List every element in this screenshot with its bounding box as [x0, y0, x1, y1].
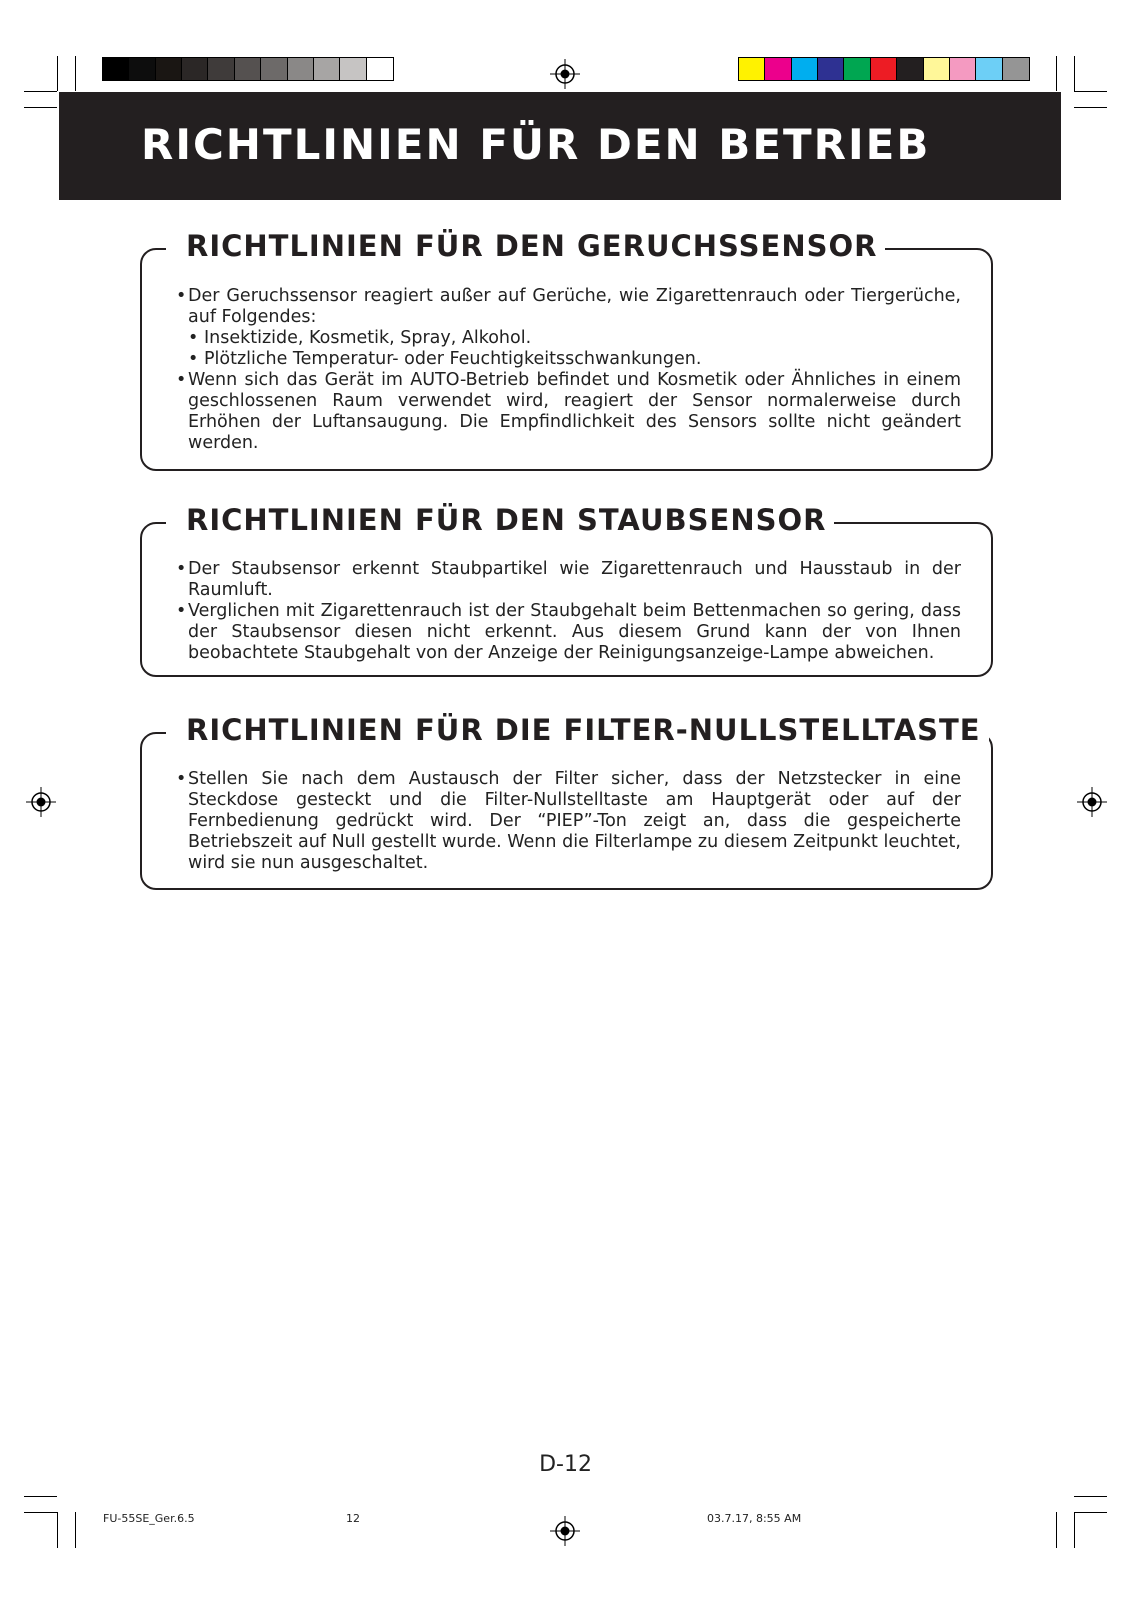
gray-color-bar — [102, 57, 394, 81]
section-body — [176, 769, 961, 874]
section-title: RICHTLINIEN FÜR DEN GERUCHSSENSOR — [166, 224, 885, 268]
page-title: RICHTLINIEN FÜR DEN BETRIEB — [141, 120, 931, 169]
sub-list-item: • Plötzliche Temperatur- oder Feuchtigkeitsschwankungen. — [188, 349, 702, 369]
color-swatch — [924, 58, 950, 80]
color-swatch — [950, 58, 976, 80]
footer-page: 12 — [346, 1512, 360, 1525]
list-item: • Verglichen mit Zigarettenrauch ist der Staubgehalt beim Bettenmachen so gering, dass der Staubsensor diesen nicht erkennt. Aus diesem Grund kann der von Ihnen beobachtete Staubgehalt von der Anzeige der Reinigungsanzeige-Lampe abweichen. — [176, 601, 961, 663]
color-swatch — [976, 58, 1002, 80]
color-swatch — [129, 58, 155, 80]
color-swatch — [314, 58, 340, 80]
color-swatch — [818, 58, 844, 80]
section-body — [176, 286, 961, 454]
footer-file-name: FU-55SE_Ger.6.5 — [103, 1512, 195, 1525]
color-swatch — [103, 58, 129, 80]
color-swatch — [208, 58, 234, 80]
color-swatch — [182, 58, 208, 80]
color-swatch — [844, 58, 870, 80]
color-swatch — [765, 58, 791, 80]
section-dust-sensor — [140, 503, 993, 677]
color-swatch — [897, 58, 923, 80]
color-swatch — [739, 58, 765, 80]
list-item: • Wenn sich das Gerät im AUTO-Betrieb befindet und Kosmetik oder Ähnliches in einem geschlossenen Raum verwendet wird, reagiert der Sensor normalerweise durch Erhöhen der Luftansaugung. Die Empfindlichkeit des Sensors sollte nicht geändert werden. — [176, 370, 961, 453]
sub-list-item: • Insektizide, Kosmetik, Spray, Alkohol. — [188, 328, 532, 348]
registration-mark-left-icon — [26, 787, 56, 817]
section-title: RICHTLINIEN FÜR DEN STAUBSENSOR — [166, 498, 834, 542]
color-swatch — [288, 58, 314, 80]
section-body — [176, 559, 961, 664]
color-swatch — [1003, 58, 1029, 80]
color-swatch — [156, 58, 182, 80]
color-swatch — [340, 58, 366, 80]
list-item: • Der Geruchssensor reagiert außer auf Gerüche, wie Zigarettenrauch oder Tiergerüche, auf Folgendes: — [176, 286, 961, 327]
color-swatch — [367, 58, 393, 80]
registration-mark-top-icon — [550, 59, 580, 89]
list-item: • Stellen Sie nach dem Austausch der Filter sicher, dass der Netzstecker in eine Steckdose gesteckt und die Filter-Nullstelltaste am Hauptgerät oder auf der Fernbedienung gedrückt wird. Der “PIEP”-Ton zeigt an, dass die gespeicherte Betriebszeit auf Null gestellt wurde. Wenn die Filterlampe zu diesem Zeitpunkt leuchtet, wird sie nun ausgeschaltet. — [176, 769, 961, 873]
header-band — [59, 92, 1061, 200]
page-number: D-12 — [539, 1452, 592, 1477]
process-color-bar — [738, 57, 1030, 81]
color-swatch — [871, 58, 897, 80]
section-odor-sensor — [140, 229, 993, 471]
section-filter-reset — [140, 713, 993, 890]
footer-timestamp: 03.7.17, 8:55 AM — [707, 1512, 802, 1525]
color-swatch — [235, 58, 261, 80]
section-title: RICHTLINIEN FÜR DIE FILTER-NULLSTELLTASTE — [166, 708, 989, 752]
registration-mark-bottom-icon — [550, 1516, 580, 1546]
color-swatch — [792, 58, 818, 80]
registration-mark-right-icon — [1077, 787, 1107, 817]
color-swatch — [261, 58, 287, 80]
list-item: • Der Staubsensor erkennt Staubpartikel wie Zigarettenrauch und Hausstaub in der Raumluft. — [176, 559, 961, 600]
